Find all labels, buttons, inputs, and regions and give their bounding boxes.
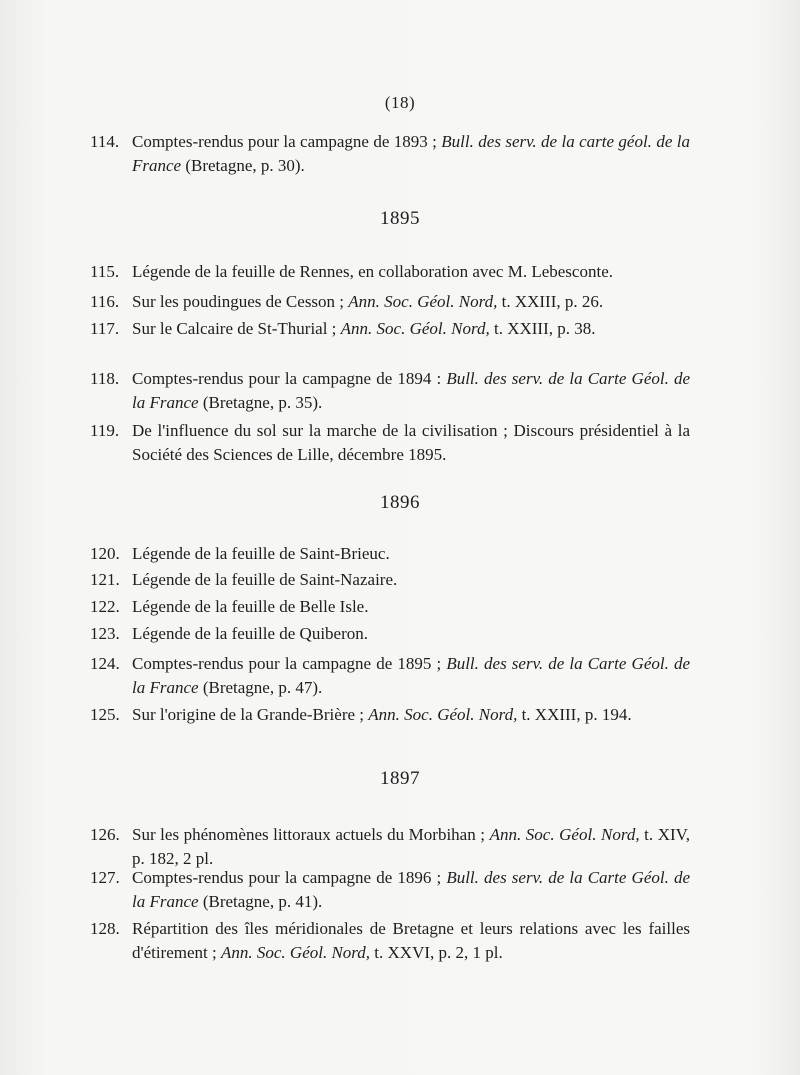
bibliography-entry	[90, 317, 690, 341]
entry-text	[132, 866, 690, 914]
bibliography-entry	[90, 419, 690, 467]
bibliography-entry	[90, 568, 690, 592]
entry-text	[132, 317, 690, 341]
entry-citation: Bull. des serv. de la Carte Géol. de la France	[132, 369, 690, 412]
entry-text	[132, 130, 690, 178]
year-heading: 1896	[380, 492, 420, 513]
bibliography-entry	[90, 595, 690, 619]
entry-text	[132, 542, 690, 566]
entry-text-part: Comptes-rendus pour la campagne de 1893 ;	[132, 132, 442, 151]
entry-text-part: Répartition des îles méridionales de Bretagne et leurs relations avec les failles d'étirement ;	[132, 919, 690, 962]
entry-citation: Ann. Soc. Géol. Nord,	[220, 943, 371, 962]
entry-text-part: De l'influence du sol sur la marche de la civilisation ; Discours présidentiel à la Société des Sciences de Lille, décembre 1895.	[132, 421, 690, 464]
page-number: (18)	[384, 93, 416, 112]
entry-number: 120.	[90, 544, 120, 563]
entry-number: 119.	[90, 421, 120, 440]
entry-text-part: Légende de la feuille de Saint-Nazaire.	[132, 570, 398, 589]
entry-number: 124.	[90, 654, 120, 673]
entry-text	[132, 703, 690, 727]
entry-text	[132, 823, 690, 871]
entry-text	[132, 290, 690, 314]
entry-text-part: Comptes-rendus pour la campagne de 1895 ;	[132, 654, 447, 673]
entry-text-part: t. XXIII, p. 38.	[489, 319, 596, 338]
entry-text-part: Comptes-rendus pour la campagne de 1894 :	[132, 369, 447, 388]
bibliography-entry	[90, 917, 690, 965]
entry-citation: Bull. des serv. de la Carte Géol. de la France	[132, 868, 690, 911]
entry-text-part: Sur les poudingues de Cesson ;	[132, 292, 349, 311]
entry-text	[132, 622, 690, 646]
bibliography-entry	[90, 367, 690, 415]
bibliography-entry	[90, 652, 690, 700]
entry-number: 114.	[90, 132, 120, 151]
entry-text-part: Sur le Calcaire de St-Thurial ;	[132, 319, 341, 338]
entry-number: 125.	[90, 705, 120, 724]
entry-text-part: Comptes-rendus pour la campagne de 1896 ;	[132, 868, 447, 887]
entry-text-part: Sur les phénomènes littoraux actuels du Morbihan ;	[132, 825, 490, 844]
entry-text	[132, 917, 690, 965]
entry-citation: Ann. Soc. Géol. Nord,	[368, 705, 518, 724]
entry-number: 118.	[90, 369, 120, 388]
bibliography-entry	[90, 703, 690, 727]
entry-citation: Ann. Soc. Géol. Nord,	[489, 825, 640, 844]
bibliography-entry	[90, 542, 690, 566]
bibliography-entry	[90, 130, 690, 178]
entry-text-part: t. XXIII, p. 194.	[517, 705, 632, 724]
bibliography-entry	[90, 823, 690, 871]
entry-text-part: t. XXIII, p. 26.	[497, 292, 604, 311]
entry-text	[132, 419, 690, 467]
year-heading: 1895	[380, 208, 420, 229]
entry-citation: Ann. Soc. Géol. Nord,	[348, 292, 498, 311]
bibliography-entry	[90, 866, 690, 914]
entry-text-part: t. XXVI, p. 2, 1 pl.	[370, 943, 503, 962]
bibliography-entry	[90, 260, 690, 284]
entry-text-part: Légende de la feuille de Saint-Brieuc.	[132, 544, 390, 563]
entry-text	[132, 260, 690, 284]
entry-citation: Ann. Soc. Géol. Nord,	[340, 319, 490, 338]
entry-text-part: (Bretagne, p. 47).	[198, 678, 323, 697]
entry-text-part: Légende de la feuille de Rennes, en collaboration avec M. Lebesconte.	[132, 262, 613, 281]
entry-text-part: Sur l'origine de la Grande-Brière ;	[132, 705, 369, 724]
year-heading: 1897	[380, 768, 420, 789]
entry-number: 122.	[90, 597, 120, 616]
entry-text	[132, 652, 690, 700]
entry-text-part: (Bretagne, p. 35).	[198, 393, 323, 412]
entry-number: 117.	[90, 319, 120, 338]
entry-citation: Bull. des serv. de la carte géol. de la France	[132, 132, 690, 175]
entry-number: 121.	[90, 570, 120, 589]
entry-number: 123.	[90, 624, 120, 643]
entry-text-part: t. XIV, p. 182, 2 pl.	[132, 825, 690, 868]
entry-text	[132, 367, 690, 415]
entry-text-part: (Bretagne, p. 41).	[198, 892, 323, 911]
entry-number: 128.	[90, 919, 120, 938]
entry-text	[132, 568, 690, 592]
entry-text-part: (Bretagne, p. 30).	[181, 156, 305, 175]
bibliography-entry	[90, 622, 690, 646]
entry-text	[132, 595, 690, 619]
entry-number: 126.	[90, 825, 120, 844]
bibliography-entry	[90, 290, 690, 314]
entry-number: 115.	[90, 262, 120, 281]
entry-number: 116.	[90, 292, 120, 311]
entry-text-part: Légende de la feuille de Belle Isle.	[132, 597, 369, 616]
entry-text-part: Légende de la feuille de Quiberon.	[132, 624, 369, 643]
entry-citation: Bull. des serv. de la Carte Géol. de la France	[132, 654, 690, 697]
entry-number: 127.	[90, 868, 120, 887]
